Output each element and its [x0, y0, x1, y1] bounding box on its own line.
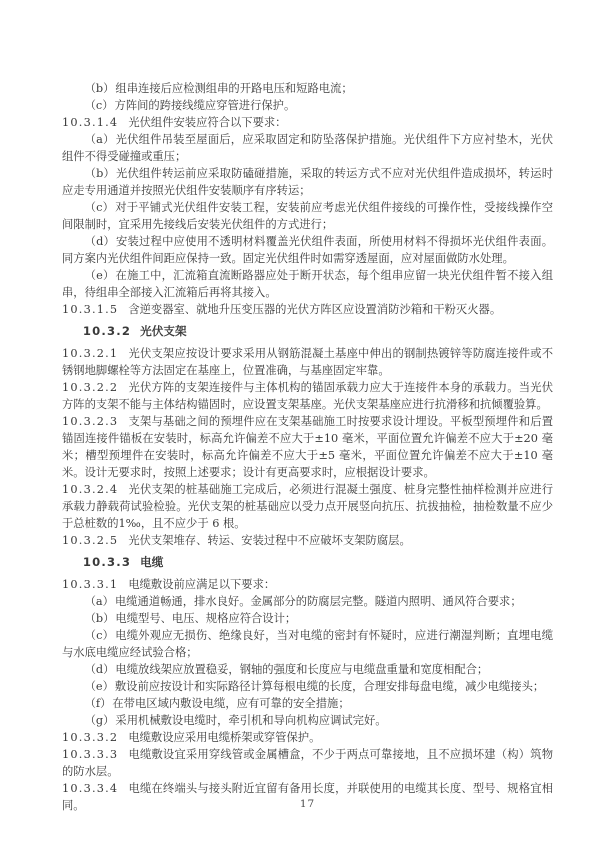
clause-number: 10.3.3.2: [62, 731, 119, 744]
list-item: [62, 97, 553, 114]
item-text: 电缆外观应无损伤、绝缘良好，当对电缆的密封有怀疑时，应进行潮湿判断；直埋电缆与水底电缆应经试验合格；: [62, 629, 554, 659]
list-item: [62, 712, 553, 729]
clause-paragraph: [62, 729, 553, 746]
section-heading: [62, 554, 553, 571]
item-label: （e）: [84, 269, 115, 282]
item-text: 光伏组件吊装至屋面后，应采取固定和防坠落保护措施。光伏组件下方应衬垫木，光伏组件不得受碰撞或重压；: [62, 133, 553, 163]
clause-paragraph: [62, 532, 553, 549]
item-label: （g）: [84, 714, 115, 727]
clause-number: 10.3.3.3: [62, 748, 119, 761]
heading-number: 10.3.3: [82, 555, 132, 569]
item-label: （a）: [84, 133, 115, 146]
list-item: [62, 165, 553, 199]
item-text: 在带电区域内敷设电缆，应有可靠的安全措施；: [112, 697, 350, 710]
list-item: [62, 131, 553, 165]
item-label: （b）: [84, 167, 116, 180]
item-text: 方阵间的跨接线缆应穿管进行保护。: [114, 99, 296, 112]
clause-paragraph: [62, 576, 553, 593]
clause-text: 光伏支架的桩基础施工完成后，必须进行混凝土强度、桩身完整性抽样检测并应进行承载力静载荷试验检验。光伏支架的桩基础应以受力点开展竖向抗压、抗拔抽检，抽检数量不应少于总桩数的1‰，且不应少于 6 根。: [62, 483, 553, 530]
document-body: [62, 80, 553, 814]
item-text: 安装过程中应使用不透明材料覆盖光伏组件表面，所使用材料不得损坏光伏组件表面。同方案内光伏组件间距应保持一致。固定光伏组件时如需穿透屋面，应对屋面做防水处理。: [62, 235, 553, 265]
clause-text: 支架与基础之间的预埋件应在支架基础施工时按要求设计埋设。平板型预埋件和后置锚固连接件锚板在安装时，标高允许偏差不应大于±10 毫米，平面位置允许偏差不应大于±20 毫米；槽型预埋件在安装时，标高允许偏差不应大于±5 毫米，平面位置允许偏差不应大于±10 毫米。设计无要求时，按照上述要求；设计有更高要求时，应根据设计要求。: [62, 415, 553, 479]
item-text: 对于平铺式光伏组件安装工程，安装前应考虑光伏组件接线的可操作性，受接线操作空间限制时，宜采用先接线后安装光伏组件的方式进行；: [62, 201, 554, 231]
clause-number: 10.3.3.1: [62, 578, 119, 591]
clause-text: 光伏方阵的支架连接件与主体机构的锚固承载力应大于连接件本身的承载力。当光伏方阵的支架不能与主体结构锚固时，应设置支架基座。光伏支架基座应进行抗滑移和抗倾覆验算。: [62, 381, 553, 411]
clause-number: 10.3.1.5: [62, 303, 119, 316]
clause-number: 10.3.2.3: [62, 415, 119, 428]
clause-paragraph: [62, 379, 553, 413]
clause-number: 10.3.2.1: [62, 347, 119, 360]
clause-text: 电缆敷设宜采用穿线管或金属槽盒，不少于两点可靠接地，且不应损坏建（构）筑物的防水层。: [62, 748, 553, 778]
clause-text: 含逆变器室、就地升压变压器的光伏方阵区应设置消防沙箱和干粉灭火器。: [128, 303, 502, 316]
list-item: [62, 610, 553, 627]
heading-title: 光伏支架: [140, 324, 187, 338]
clause-number: 10.3.2.4: [62, 483, 119, 496]
clause-paragraph: [62, 413, 553, 481]
item-text: 组串连接后应检测组串的开路电压和短路电流；: [115, 82, 353, 95]
clause-paragraph: [62, 345, 553, 379]
item-text: 光伏组件转运前应采取防磕碰措施，采取的转运方式不应对光伏组件造成损坏，转运时应走专用通道并按照光伏组件安装顺序有序转运；: [62, 167, 553, 197]
section-heading: [62, 323, 553, 340]
item-label: （f）: [84, 697, 112, 710]
item-label: （c）: [84, 629, 115, 642]
clause-number: 10.3.3.4: [62, 782, 119, 795]
clause-number: 10.3.1.4: [62, 116, 119, 129]
clause-paragraph: [62, 114, 553, 131]
item-text: 电缆通道畅通，排水良好。金属部分的防腐层完整。隧道内照明、通风符合要求；: [114, 595, 522, 608]
clause-text: 电缆敷设应采用电缆桥架或穿管保护。: [128, 731, 321, 744]
clause-text: 电缆敷设前应满足以下要求：: [128, 578, 276, 591]
list-item: [62, 233, 553, 267]
item-label: （b）: [84, 82, 115, 95]
clause-text: 光伏组件安装应符合以下要求：: [128, 116, 287, 129]
item-text: 电缆型号、电压、规格应符合设计；: [115, 612, 297, 625]
heading-number: 10.3.2: [82, 324, 132, 338]
item-label: （b）: [84, 612, 115, 625]
item-text: 在施工中，汇流箱直流断路器应处于断开状态，每个组串应留一块光伏组件暂不接入组串，待组串全部接入汇流箱后再将其接入。: [62, 269, 553, 299]
heading-title: 电缆: [140, 555, 164, 569]
clause-paragraph: [62, 481, 553, 532]
page-number: 17: [299, 798, 316, 810]
list-item: [62, 661, 553, 678]
clause-paragraph: [62, 746, 553, 780]
list-item: [62, 80, 553, 97]
item-label: （a）: [84, 595, 114, 608]
list-item: [62, 267, 553, 301]
list-item: [62, 627, 553, 661]
list-item: [62, 695, 553, 712]
item-label: （e）: [84, 680, 114, 693]
list-item: [62, 199, 553, 233]
clause-paragraph: [62, 301, 553, 318]
item-text: 电缆放线架应放置稳妥，钢轴的强度和长度应与电缆盘重量和宽度相配合；: [115, 663, 489, 676]
clause-text: 光伏支架堆存、转运、安装过程中不应破坏支架防腐层。: [128, 534, 411, 547]
clause-text: 光伏支架应按设计要求采用从钢筋混凝土基座中伸出的钢制热镀锌等防腐连接件或不锈钢地脚螺栓等方法固定在基座上，位置准确，与基座固定牢靠。: [62, 347, 553, 377]
list-item: [62, 593, 553, 610]
item-text: 敷设前应按设计和实际路径计算每根电缆的长度，合理安排每盘电缆，减少电缆接头；: [114, 680, 545, 693]
page-footer: [0, 798, 615, 810]
list-item: [62, 678, 553, 695]
item-label: （d）: [84, 235, 116, 248]
item-text: 采用机械敷设电缆时，牵引机和导向机构应调试完好。: [115, 714, 387, 727]
item-label: （d）: [84, 663, 115, 676]
clause-number: 10.3.2.2: [62, 381, 119, 394]
item-label: （c）: [84, 201, 115, 214]
item-label: （c）: [84, 99, 114, 112]
clause-text: 电缆在终端头与接头附近宜留有备用长度，并联使用的电缆其长度、型号、规格宜相同。: [62, 782, 553, 812]
clause-number: 10.3.2.5: [62, 534, 119, 547]
